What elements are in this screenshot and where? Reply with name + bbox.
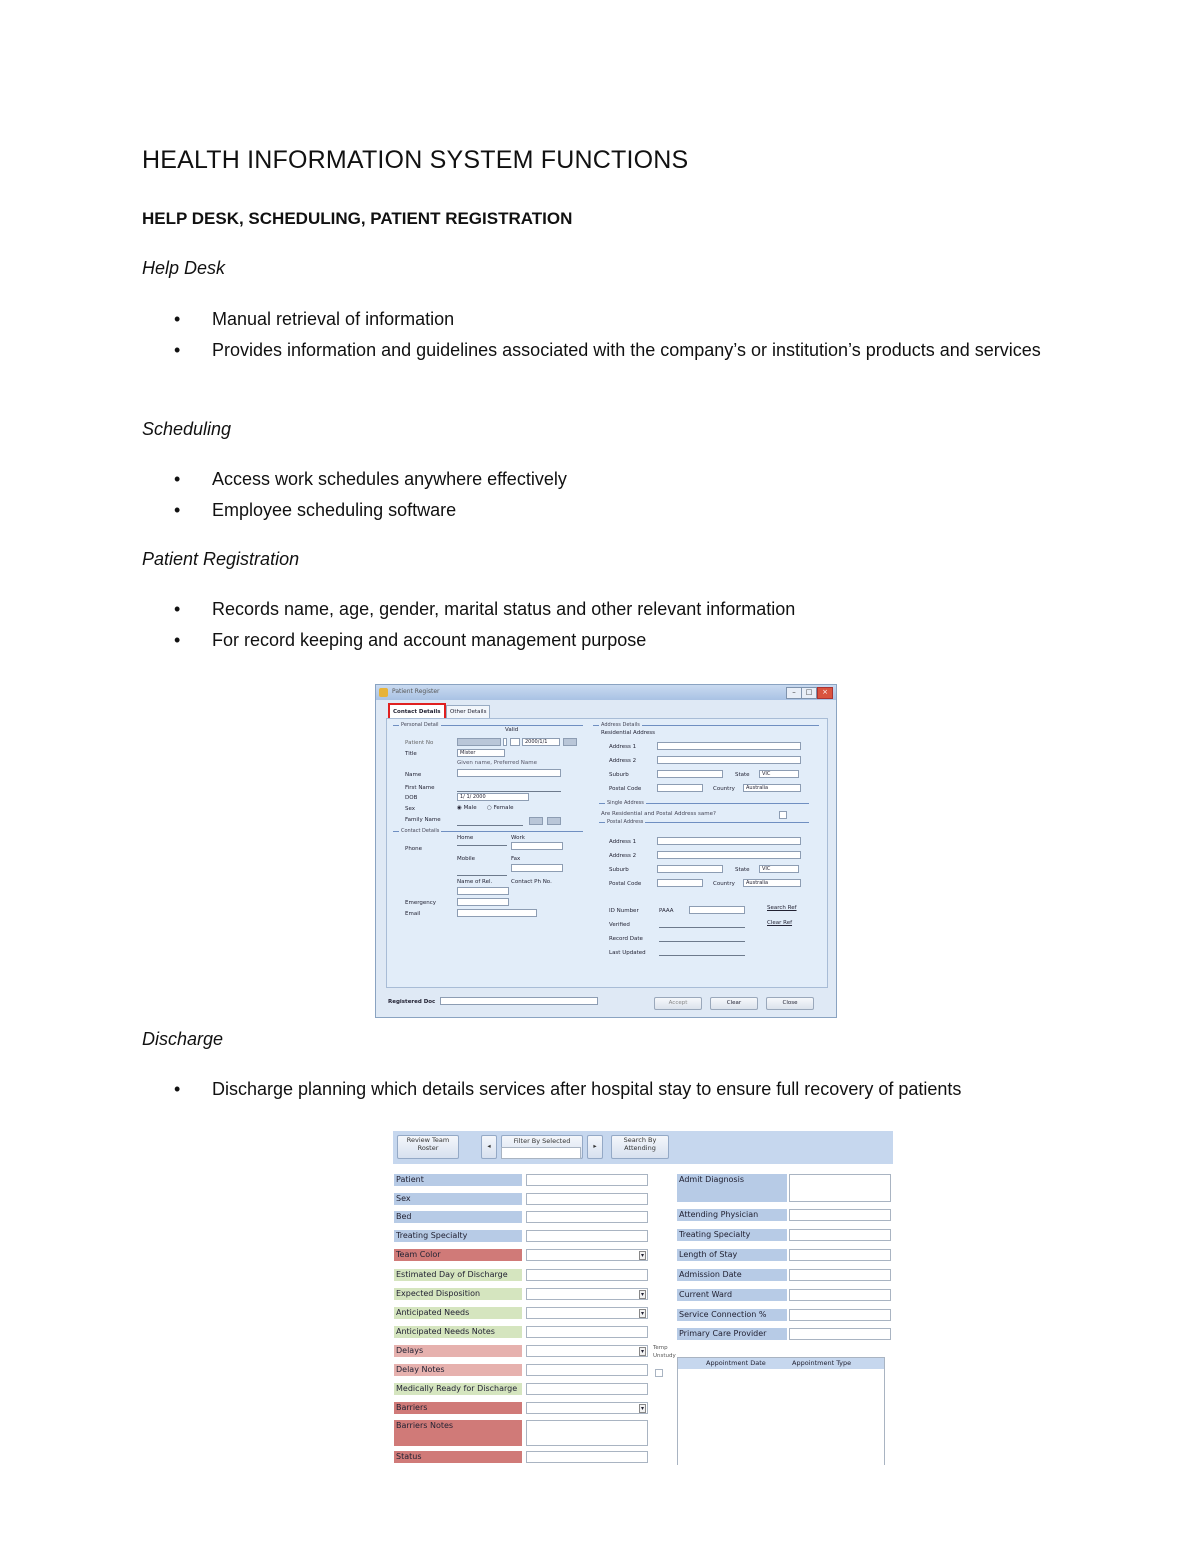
temp-unstudy-checkbox[interactable]	[655, 1369, 663, 1377]
group-title: Contact Details	[401, 828, 440, 834]
patient-no-field[interactable]	[457, 738, 501, 746]
section-heading-help-desk: Help Desk	[142, 258, 226, 278]
p-address1-field[interactable]	[657, 837, 801, 845]
field-label: Barriers	[394, 1402, 522, 1414]
patient-no-check[interactable]	[503, 738, 507, 746]
list-item: • Records name, age, gender, marital status and other relevant information	[142, 594, 795, 625]
field-input[interactable]	[789, 1309, 891, 1321]
tab-contact-details[interactable]: Contact Details	[388, 703, 446, 721]
p-address2-label: Address 2	[609, 853, 637, 859]
filter-selected-patient[interactable]: Filter By Selected	[501, 1135, 583, 1159]
field-label: Patient	[394, 1174, 522, 1186]
p-address1-label: Address 1	[609, 839, 637, 845]
field-label: Admission Date	[677, 1269, 787, 1281]
field-label: Attending Physician	[677, 1209, 787, 1221]
id-field[interactable]	[689, 906, 745, 914]
field-input[interactable]	[526, 1383, 648, 1395]
field-label: Delay Notes	[394, 1364, 522, 1376]
chevron-down-icon[interactable]: ▾	[640, 1405, 644, 1412]
verified-label: Verified	[609, 922, 630, 928]
field-input[interactable]	[526, 1307, 648, 1319]
field-input[interactable]	[526, 1420, 648, 1446]
contact-phone-label: Contact Ph No.	[511, 879, 552, 885]
field-input[interactable]	[789, 1229, 891, 1241]
p-suburb-label: Suburb	[609, 867, 629, 873]
review-team-roster-button[interactable]: Review Team Roster	[397, 1135, 459, 1159]
postal-group	[599, 819, 809, 825]
first-name-line	[457, 791, 561, 792]
country-label: Country	[713, 786, 735, 792]
work-label: Work	[511, 835, 525, 841]
minimize-icon[interactable]: –	[786, 687, 802, 699]
section-heading-patient-registration: Patient Registration	[142, 549, 300, 569]
field-label: Barriers Notes	[394, 1420, 522, 1446]
field-label: Bed	[394, 1211, 522, 1223]
field-input[interactable]	[526, 1364, 648, 1376]
p-country-field[interactable]: Australia	[743, 879, 801, 887]
title-label: Title	[405, 751, 417, 757]
scheduling-list	[142, 464, 567, 526]
group-title: Address Details	[601, 722, 640, 728]
field-input[interactable]	[789, 1174, 891, 1202]
family-name-label: Family Name	[405, 817, 441, 823]
chevron-down-icon[interactable]: ▾	[640, 1252, 644, 1259]
grid-header	[678, 1358, 884, 1369]
field-label: Primary Care Provider	[677, 1328, 787, 1340]
field-label: Medically Ready for Discharge	[394, 1383, 522, 1395]
chevron-down-icon[interactable]: ▾	[640, 1310, 644, 1317]
id-number-label: ID Number	[609, 908, 639, 914]
residential-title: Residential Address	[601, 730, 655, 736]
field-input[interactable]	[526, 1451, 648, 1463]
window-titlebar	[376, 685, 836, 700]
page-subtitle: HELP DESK, SCHEDULING, PATIENT REGISTRATION	[142, 209, 573, 228]
verified-line	[659, 927, 745, 928]
mobile-label: Mobile	[457, 856, 476, 862]
name-field[interactable]	[457, 769, 561, 777]
discharge-list	[142, 1074, 1132, 1105]
field-input[interactable]	[789, 1209, 891, 1221]
appointments-grid	[677, 1357, 885, 1465]
postcode-field[interactable]	[657, 784, 703, 792]
title-select[interactable]: Mister	[457, 749, 505, 757]
record-date-label: Record Date	[609, 936, 643, 942]
window-footer	[376, 989, 836, 1017]
field-label: Treating Specialty	[394, 1230, 522, 1242]
patient-no-label: Patient No	[405, 740, 434, 746]
state-select[interactable]: VIC	[759, 770, 799, 778]
personal-group	[393, 722, 583, 728]
list-item: • Discharge planning which details services after hospital stay to ensure full recovery of patients	[142, 1074, 1132, 1105]
group-title: Single Address	[607, 800, 644, 806]
help-desk-list	[142, 304, 1112, 366]
field-input[interactable]	[526, 1402, 648, 1414]
field-input[interactable]	[526, 1230, 648, 1242]
single-address-group	[599, 800, 809, 806]
window-title: Patient Register	[392, 688, 440, 695]
p-postcode-label: Postal Code	[609, 881, 642, 887]
home-line	[457, 845, 507, 846]
list-item: • For record keeping and account management purpose	[142, 625, 795, 656]
filter-input[interactable]	[501, 1147, 581, 1159]
valid-button[interactable]	[563, 738, 577, 746]
field-label: Current Ward	[677, 1289, 787, 1301]
clear-ref-button[interactable]: Clear Ref	[767, 920, 793, 926]
address2-label: Address 2	[609, 758, 637, 764]
family-btn-1[interactable]	[529, 817, 543, 825]
suburb-label: Suburb	[609, 772, 629, 778]
address2-field[interactable]	[657, 756, 801, 764]
valid-date[interactable]: 2000/1/1	[522, 738, 560, 746]
field-input[interactable]	[526, 1174, 648, 1186]
field-input[interactable]	[789, 1249, 891, 1261]
list-item: • Provides information and guidelines associated with the company’s or institution’s products and services	[142, 335, 1112, 366]
dob-field[interactable]: 1/ 1/ 2000	[457, 793, 529, 801]
close-icon[interactable]: ×	[817, 687, 833, 699]
previous-icon[interactable]: ◂	[481, 1135, 497, 1159]
relation-label: Name of Rel.	[457, 879, 493, 885]
list-item: • Access work schedules anywhere effectively	[142, 464, 567, 495]
residential-group	[593, 722, 819, 728]
same-address-checkbox[interactable]	[779, 811, 787, 819]
p-country-label: Country	[713, 881, 735, 887]
chevron-down-icon[interactable]: ▾	[640, 1348, 644, 1355]
dob-label: DOB	[405, 795, 418, 801]
field-input[interactable]	[789, 1269, 891, 1281]
list-item: • Manual retrieval of information	[142, 304, 1112, 335]
clear-button[interactable]: Clear	[710, 997, 758, 1010]
p-address2-field[interactable]	[657, 851, 801, 859]
name-label: Name	[405, 772, 422, 778]
valid-check[interactable]	[510, 738, 520, 746]
record-date-line	[659, 941, 745, 942]
field-label: Length of Stay	[677, 1249, 787, 1261]
field-label: Expected Disposition	[394, 1288, 522, 1300]
phone-label: Phone	[405, 846, 423, 852]
given-name-hint: Given name, Preferred Name	[457, 760, 537, 766]
home-label: Home	[457, 835, 474, 841]
tab-other-details[interactable]: Other Details	[446, 705, 490, 719]
first-name-label: First Name	[405, 785, 435, 791]
appointment-type-header[interactable]: Appointment Type	[792, 1359, 852, 1367]
address1-field[interactable]	[657, 742, 801, 750]
work-field[interactable]	[511, 842, 563, 850]
group-title: Postal Address	[607, 819, 644, 825]
field-label: Anticipated Needs Notes	[394, 1326, 522, 1338]
fax-label: Fax	[511, 856, 521, 862]
patient-register-window	[375, 684, 837, 1018]
field-label: Service Connection %	[677, 1309, 787, 1321]
emergency-label: Emergency	[405, 900, 437, 906]
last-updated-line	[659, 955, 745, 956]
field-label: Sex	[394, 1193, 522, 1205]
section-heading-scheduling: Scheduling	[142, 419, 232, 439]
section-heading-discharge: Discharge	[142, 1029, 224, 1049]
maximize-icon[interactable]: □	[801, 687, 817, 699]
accept-button[interactable]: Accept	[654, 997, 702, 1010]
field-input[interactable]	[789, 1289, 891, 1301]
field-input[interactable]	[526, 1288, 648, 1300]
postcode-label: Postal Code	[609, 786, 642, 792]
p-suburb-field[interactable]	[657, 865, 723, 873]
search-by-attending-button[interactable]: Search By Attending	[611, 1135, 669, 1159]
field-label: Team Color	[394, 1249, 522, 1261]
email-field[interactable]	[457, 909, 537, 917]
registered-doc-field[interactable]	[440, 997, 598, 1005]
state-label: State	[735, 772, 750, 778]
app-icon	[379, 688, 388, 697]
discharge-toolbar	[393, 1131, 893, 1164]
chevron-down-icon[interactable]: ▾	[640, 1291, 644, 1298]
p-state-label: State	[735, 867, 750, 873]
field-input[interactable]	[526, 1193, 648, 1205]
field-input[interactable]	[526, 1249, 648, 1261]
search-ref-button[interactable]: Search Ref	[767, 905, 797, 911]
field-input[interactable]	[526, 1211, 648, 1223]
p-state-select[interactable]: VIC	[759, 865, 799, 873]
mobile-line	[457, 875, 507, 876]
valid-label: Valid	[505, 727, 519, 733]
next-icon[interactable]: ▸	[587, 1135, 603, 1159]
field-input[interactable]	[526, 1269, 648, 1281]
family-name-line	[457, 825, 523, 826]
suburb-field[interactable]	[657, 770, 723, 778]
email-label: Email	[405, 911, 421, 917]
sex-label: Sex	[405, 806, 416, 812]
field-label: Status	[394, 1451, 522, 1463]
close-button[interactable]: Close	[766, 997, 814, 1010]
emergency-phone[interactable]	[457, 898, 509, 906]
emergency-name[interactable]	[457, 887, 509, 895]
page-title: HEALTH INFORMATION SYSTEM FUNCTIONS	[142, 146, 689, 174]
patient-registration-list	[142, 594, 795, 656]
field-label: Estimated Day of Discharge	[394, 1269, 522, 1281]
p-postcode-field[interactable]	[657, 879, 703, 887]
field-input[interactable]	[526, 1345, 648, 1357]
same-address-label: Are Residential and Postal Address same?	[601, 811, 716, 817]
group-title: Personal Detail	[401, 722, 439, 728]
field-input[interactable]	[789, 1328, 891, 1340]
field-label: Admit Diagnosis	[677, 1174, 787, 1202]
last-updated-label: Last Updated	[609, 950, 646, 956]
list-item: • Employee scheduling software	[142, 495, 567, 526]
field-label: Anticipated Needs	[394, 1307, 522, 1319]
appointment-date-header[interactable]: Appointment Date	[706, 1359, 766, 1367]
contact-group	[393, 828, 583, 834]
country-field[interactable]: Australia	[743, 784, 801, 792]
registered-doc-label: Registered Doc	[388, 999, 436, 1005]
fax-field[interactable]	[511, 864, 563, 872]
sex-male-radio[interactable]: ◉ Male	[457, 805, 477, 811]
registration-panel	[386, 718, 828, 988]
sex-female-radio[interactable]: ○ Female	[487, 805, 514, 811]
discharge-form	[393, 1131, 893, 1465]
address1-label: Address 1	[609, 744, 637, 750]
field-label: Treating Specialty	[677, 1229, 787, 1241]
id-value: PAAA	[659, 908, 674, 914]
family-btn-2[interactable]	[547, 817, 561, 825]
temp-unstudy-label: Temp Unstudy	[653, 1345, 676, 1359]
field-input[interactable]	[526, 1326, 648, 1338]
field-label: Delays	[394, 1345, 522, 1357]
